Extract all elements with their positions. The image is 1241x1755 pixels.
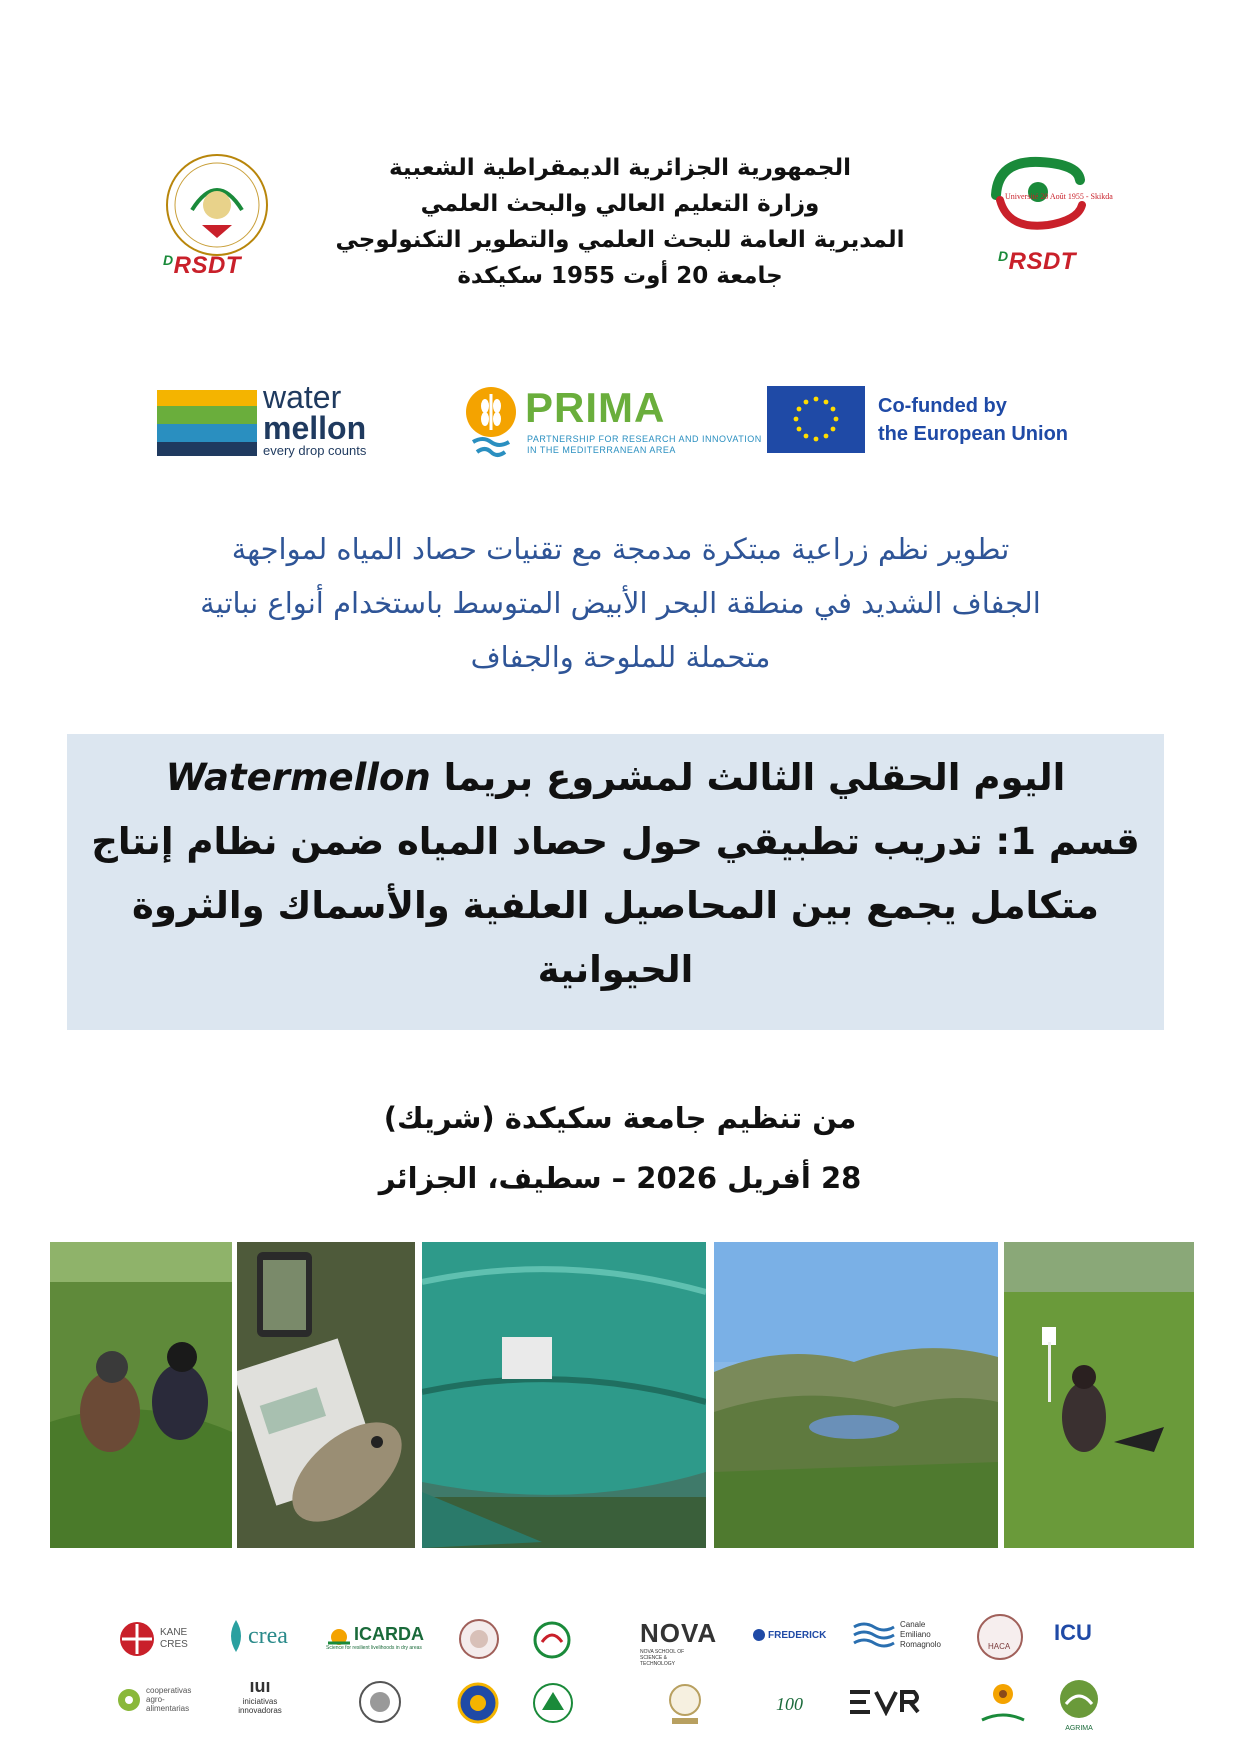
title-line3: متكامل يجمع بين المحاصيل العلفية والأسماك والثروة	[132, 884, 1099, 927]
rsdt-label: RSDT	[173, 252, 241, 279]
iniciativas-logo	[236, 1676, 284, 1715]
watermellon-word-water: water	[263, 379, 342, 415]
canale-waves-icon	[852, 1621, 896, 1649]
cooperativas-logo	[116, 1686, 206, 1713]
eu-line1: Co-funded by	[878, 395, 1007, 417]
field-plot-photo	[1004, 1242, 1194, 1548]
icarda-sun-icon	[326, 1623, 352, 1645]
prima-wordmark: PRIMA	[525, 384, 666, 431]
header-line-directorate: المديرية العامة للبحث العلمي والتطوير التكنولوجي	[335, 227, 905, 253]
rsdt-logo-right: $^D$RSDT	[998, 248, 1076, 275]
agrima-label: AGRIMA	[1065, 1725, 1093, 1732]
organizer-line: من تنظيم جامعة سكيكدة (شريك)	[383, 1101, 857, 1135]
prima-logo-icon	[463, 386, 519, 462]
eu-flag-icon	[767, 386, 865, 453]
algeria-seal-logo	[162, 150, 272, 264]
iniciativas-icon: ıuı	[249, 1676, 271, 1696]
frederick-logo	[752, 1628, 826, 1642]
icarda-tagline: Science for resilient livelihoods in dry areas	[326, 1645, 422, 1651]
rsdt-logo-left: $^D$RSDT	[163, 252, 241, 279]
watermellon-wordmark	[263, 379, 367, 458]
icu-logo: ICU	[1054, 1620, 1092, 1645]
watermellon-word-mellon: mellon	[263, 410, 367, 446]
kane-cres-logo	[118, 1620, 194, 1658]
evr-logo	[848, 1688, 938, 1720]
anniversary-100-logo	[770, 1688, 830, 1722]
agrima-logo	[1058, 1678, 1100, 1732]
watermellon-tagline: every drop counts	[263, 443, 367, 458]
haca-logo	[974, 1612, 1026, 1667]
title-line1	[67, 746, 1164, 810]
frederick-icon	[752, 1628, 766, 1642]
prima-subtitle	[527, 434, 762, 456]
title-line4: الحيوانية	[537, 948, 694, 991]
prima-subtitle-line2: IN THE MEDITERRANEAN AREA	[527, 445, 676, 455]
seal-logo-4	[457, 1682, 499, 1728]
organizer-info	[320, 1088, 920, 1208]
title-line2: قسم 1: تدريب تطبيقي حول حصاد المياه ضمن نظام إنتاج	[91, 820, 1140, 863]
university-seal-1-logo	[458, 1618, 500, 1664]
watermellon-w-icon	[157, 388, 257, 458]
nova-label: NOVA	[640, 1618, 718, 1648]
university-seal-2-logo	[532, 1620, 572, 1664]
cooperativas-label: cooperativas agro-alimentarias	[146, 1686, 192, 1713]
frederick-label: FREDERICK	[768, 1629, 827, 1641]
event-title	[67, 746, 1164, 1002]
seal-logo-6	[664, 1680, 706, 1732]
header-line-republic: الجمهورية الجزائرية الديمقراطية الشعبية	[388, 155, 852, 181]
prima-subtitle-line1: PARTNERSHIP FOR RESEARCH AND INNOVATION	[527, 434, 762, 444]
field-work-photo	[50, 1242, 232, 1548]
flower-logo	[974, 1680, 1032, 1732]
canale-label: Canale Emiliano Romagnolo	[900, 1620, 941, 1649]
haca-label: HACA	[988, 1642, 1011, 1651]
crea-leaf-icon	[226, 1618, 246, 1654]
water-bladder-photo	[422, 1242, 706, 1548]
watermellon-logo	[157, 388, 257, 462]
icarda-label: ICARDA	[354, 1623, 424, 1644]
seal-logo-3	[358, 1680, 402, 1728]
header-text-block	[320, 150, 920, 294]
canale-emiliano-romagnolo-logo	[852, 1620, 950, 1650]
title-line1-project: Watermellon	[165, 756, 431, 799]
svg-text:100: 100	[776, 1694, 803, 1714]
landscape-lake-photo	[714, 1242, 998, 1548]
university-seal-text: Université 20 Août 1955 - Skikda	[1005, 192, 1113, 201]
subtitle-line3: متحملة للملوحة والجفاف	[470, 640, 771, 674]
crea-logo	[226, 1618, 288, 1654]
nova-logo	[640, 1618, 717, 1667]
kane-cres-icon	[118, 1620, 156, 1658]
fish-scale-photo	[237, 1242, 415, 1548]
project-subtitle	[130, 522, 1111, 684]
cooperativas-icon	[116, 1687, 142, 1713]
kane-cres-label: KANE CRES	[160, 1627, 188, 1650]
header-line-university: جامعة 20 أوت 1955 سكيكدة	[457, 263, 783, 289]
date-location-line: 28 أفريل 2026 – سطيف، الجزائر	[378, 1161, 862, 1195]
seal-logo-5	[532, 1682, 574, 1728]
rsdt-label: RSDT	[1008, 248, 1076, 275]
crea-label: crea	[248, 1622, 288, 1649]
nova-subtitle: NOVA SCHOOL OF SCIENCE & TECHNOLOGY	[640, 1649, 685, 1667]
header-line-ministry: وزارة التعليم العالي والبحث العلمي	[420, 191, 820, 217]
agrima-icon	[1058, 1678, 1100, 1720]
title-line1-arabic: اليوم الحقلي الثالث لمشروع بريما	[443, 756, 1066, 799]
eu-line2: the European Union	[878, 423, 1068, 445]
subtitle-line1: تطوير نظم زراعية مبتكرة مدمجة مع تقنيات حصاد المياه لمواجهة	[231, 532, 1010, 566]
icarda-logo	[326, 1623, 424, 1651]
subtitle-line2: الجفاف الشديد في منطقة البحر الأبيض المتوسط باستخدام أنواع نباتية	[200, 586, 1041, 620]
iniciativas-label: iniciativas innovadoras	[238, 1697, 282, 1715]
eu-cofunded-text	[878, 392, 1118, 448]
